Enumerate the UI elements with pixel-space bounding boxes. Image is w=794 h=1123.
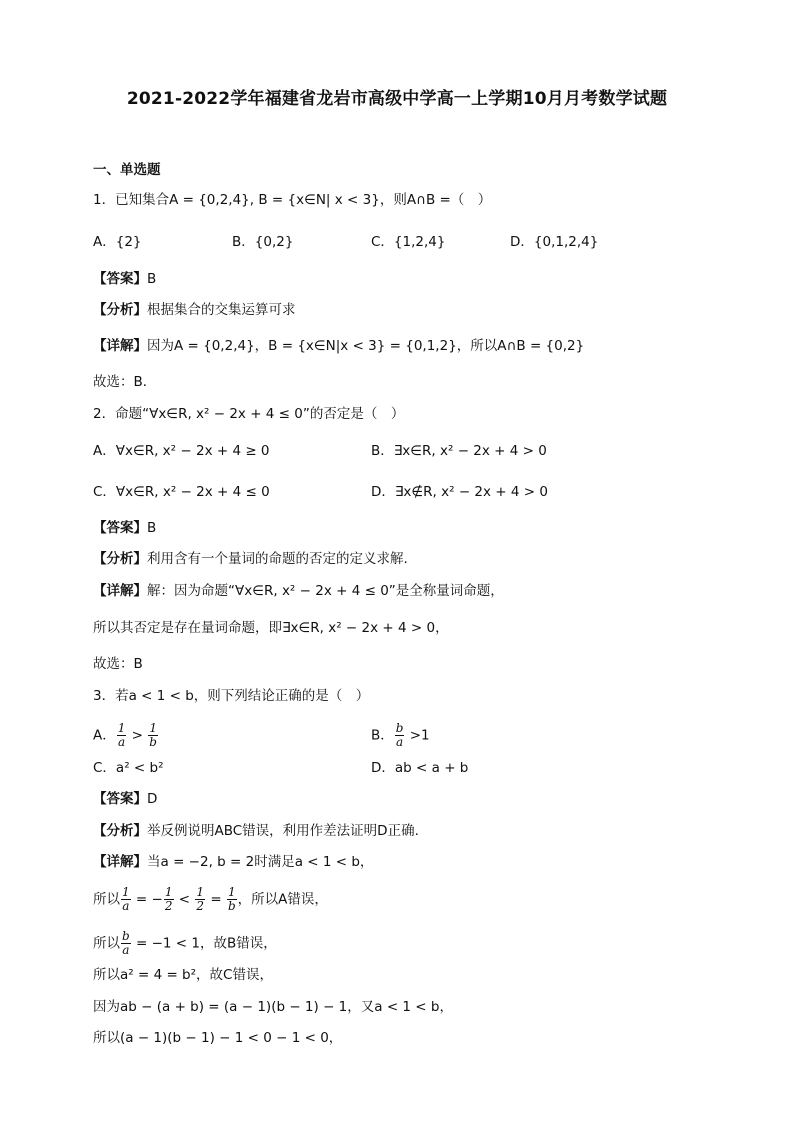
question-1-option-b: B．{0,2} <box>232 234 294 250</box>
question-2-conclusion: 故选：B <box>93 656 143 672</box>
detail-tag: 【详解】 <box>93 338 147 354</box>
question-3-detail-line-3: 所以a² = 4 = b²，故C错误， <box>93 967 273 983</box>
question-3-detail <box>93 852 373 872</box>
denominator: a <box>396 735 404 749</box>
text: = − <box>131 891 163 908</box>
question-3-detail-line-4: 因为ab − (a + b) = (a − 1)(b − 1) − 1，又a < 1 < b， <box>93 999 453 1015</box>
fraction <box>121 886 131 913</box>
denominator: a <box>122 899 130 913</box>
text: ，所以A错误， <box>237 891 328 908</box>
question-2-option-b: B．∃x∈R, x² − 2x + 4 > 0 <box>371 443 547 459</box>
fraction <box>121 930 131 957</box>
denominator: b <box>149 735 157 749</box>
question-1-analysis <box>93 300 296 320</box>
question-2-option-d: D．∃x∉R, x² − 2x + 4 > 0 <box>371 484 548 500</box>
question-1-conclusion: 故选：B． <box>93 374 157 390</box>
option-label: B． <box>371 727 394 744</box>
text: = <box>206 891 226 908</box>
detail-text: 解：因为命题“∀x∈R, x² − 2x + 4 ≤ 0”是全称量词命题， <box>147 583 504 599</box>
denominator: a <box>117 735 126 749</box>
analysis-tag: 【分析】 <box>93 551 147 567</box>
question-2-option-a: A．∀x∈R, x² − 2x + 4 ≥ 0 <box>93 443 270 459</box>
answer-value: B <box>147 271 157 287</box>
numerator: 1 <box>196 885 205 899</box>
detail-tag: 【详解】 <box>93 854 147 870</box>
question-1-detail <box>93 336 584 356</box>
fraction <box>395 722 405 749</box>
detail-tag: 【详解】 <box>93 583 147 599</box>
text: < <box>174 891 195 908</box>
denominator: a <box>122 943 130 957</box>
numerator: 1 <box>227 885 236 899</box>
question-2-detail-line-2: 所以其否定是存在量词命题，即∃x∈R, x² − 2x + 4 > 0， <box>93 620 449 636</box>
question-2-stem: 2．命题“∀x∈R, x² − 2x + 4 ≤ 0”的否定是（ ） <box>93 406 405 422</box>
section-heading: 一、单选题 <box>93 162 161 178</box>
analysis-text: 根据集合的交集运算可求 <box>147 302 296 318</box>
denominator: 2 <box>164 899 173 913</box>
page-title: 2021-2022学年福建省龙岩市高级中学高一上学期10月月考数学试题 <box>126 89 668 109</box>
numerator: 1 <box>149 721 157 735</box>
question-2-detail <box>93 581 504 601</box>
question-3-option-a <box>93 722 159 749</box>
question-3-option-b <box>371 722 430 749</box>
question-1-option-a: A．{2} <box>93 234 142 250</box>
question-2-option-c: C．∀x∈R, x² − 2x + 4 ≤ 0 <box>93 484 270 500</box>
fraction <box>195 886 205 913</box>
denominator: b <box>227 899 236 913</box>
question-3-detail-line-5: 所以(a − 1)(b − 1) − 1 < 0 − 1 < 0， <box>93 1030 343 1046</box>
analysis-tag: 【分析】 <box>93 302 147 318</box>
analysis-text: 举反例说明ABC错误，利用作差法证明D正确. <box>147 823 419 839</box>
question-1-answer <box>93 269 156 289</box>
question-2-answer <box>93 518 156 538</box>
answer-tag: 【答案】 <box>93 271 147 287</box>
detail-text: 当a = −2, b = 2时满足a < 1 < b， <box>147 854 374 870</box>
answer-tag: 【答案】 <box>93 791 147 807</box>
question-3-analysis <box>93 821 419 841</box>
fraction <box>164 886 174 913</box>
fraction <box>148 722 158 749</box>
question-3-detail-line-2 <box>93 930 277 957</box>
question-2-analysis <box>93 549 408 569</box>
numerator: 1 <box>164 885 173 899</box>
option-label: A． <box>93 727 116 744</box>
numerator: b <box>395 721 404 735</box>
numerator: 1 <box>122 885 130 899</box>
question-1-stem: 1．已知集合A = {0,2,4}, B = {x∈N| x < 3}，则A∩B =（ ） <box>93 192 492 208</box>
question-3-option-c: C．a² < b² <box>93 760 164 776</box>
option-rest: >1 <box>405 727 430 744</box>
question-3-stem: 3．若a < 1 < b，则下列结论正确的是（ ） <box>93 688 370 704</box>
question-3-detail-line-1 <box>93 886 328 913</box>
numerator: b <box>122 929 130 943</box>
numerator: 1 <box>117 721 126 735</box>
question-1-option-d: D．{0,1,2,4} <box>510 234 599 250</box>
text: 所以 <box>93 891 120 908</box>
question-3-option-d: D．ab < a + b <box>371 760 469 776</box>
analysis-tag: 【分析】 <box>93 823 147 839</box>
fraction <box>227 886 237 913</box>
text: = −1 < 1，故B错误， <box>131 935 277 952</box>
question-3-answer <box>93 789 157 809</box>
fraction <box>117 722 127 749</box>
text: 所以 <box>93 935 120 952</box>
answer-value: D <box>147 791 158 807</box>
detail-text: 因为A = {0,2,4}，B = {x∈N|x < 3} = {0,1,2}，所以A∩B = {0,2} <box>147 338 585 354</box>
answer-value: B <box>147 520 157 536</box>
operator: > <box>127 727 148 744</box>
denominator: 2 <box>196 899 205 913</box>
analysis-text: 利用含有一个量词的命题的否定的定义求解. <box>147 551 408 567</box>
answer-tag: 【答案】 <box>93 520 147 536</box>
question-1-option-c: C．{1,2,4} <box>371 234 446 250</box>
